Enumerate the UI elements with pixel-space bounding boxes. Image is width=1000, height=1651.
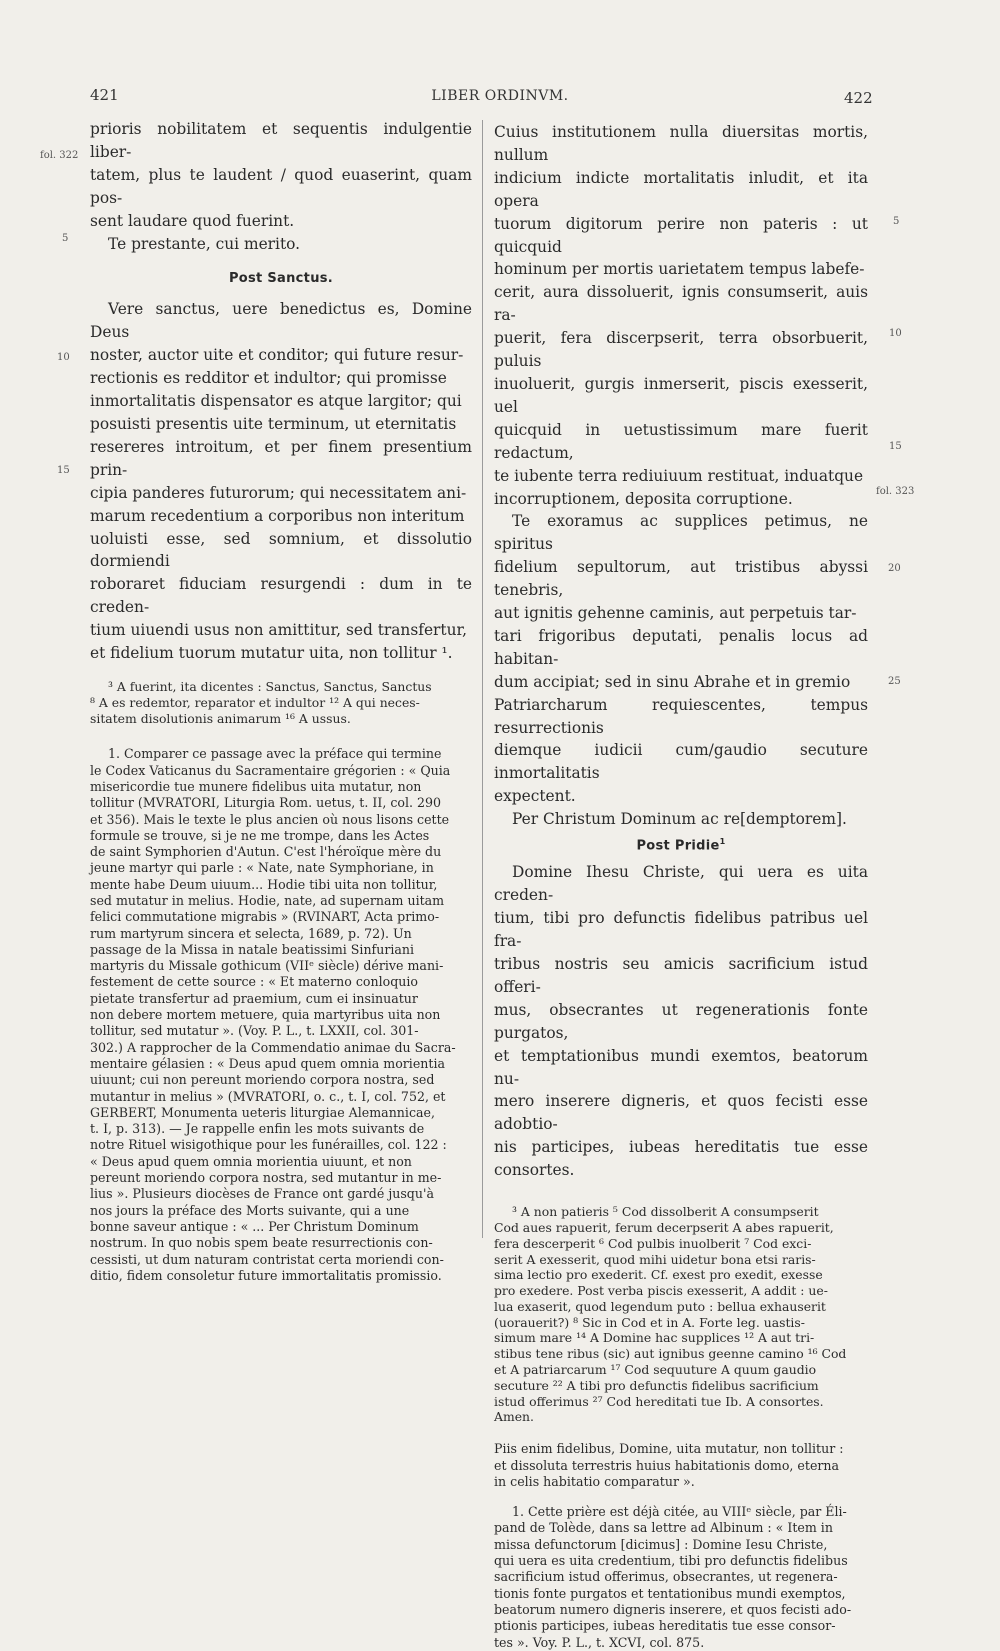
footnote-continuation <box>494 1441 868 1490</box>
variant-line: serit A exesserit, quod mihi uidetur bona etsi raris- <box>494 1251 816 1267</box>
text-line: indicium indicte mortalitatis inludit, et ita opera <box>494 168 868 210</box>
text-line: Te exoramus ac supplices petimus, ne spiritus <box>494 512 868 554</box>
post-pridie-body <box>494 861 868 1182</box>
line-number: 5 <box>62 233 69 244</box>
text-line: resereres introitum, et per finem presentium prin- <box>90 437 472 479</box>
note-line: le Codex Vaticanus du Sacramentaire grégorien : « Quia <box>90 762 451 778</box>
note-line: mutantur in melius » (MVRATORI, o. c., t. I, col. 752, et <box>90 1088 446 1104</box>
page-number-left: 421 <box>90 86 119 104</box>
note-line: ditio, fidem consoletur future immortalitatis promissio. <box>90 1267 442 1283</box>
note-line: pietate transfertur ad praemium, cum ei insinuatur <box>90 990 418 1006</box>
variant-line: ⁸ A es redemtor, reparator et indultor ¹² A qui neces- <box>90 694 420 710</box>
text-line: tatem, plus te laudent / quod euaserint, quam pos- <box>90 165 472 207</box>
note-line: jeune martyr qui parle : « Nate, nate Symphoriane, in <box>90 860 434 876</box>
note-line: ptionis participes, iubeas hereditatis tue esse consor- <box>494 1618 836 1634</box>
text-line: uoluisti esse, sed somnium, et dissolutio dormiendi <box>90 529 472 571</box>
text-line: hominum per mortis uarietatem tempus labefe- <box>494 260 865 279</box>
text-line: prioris nobilitatem et sequentis indulgentie liber- <box>90 120 472 161</box>
note-line: mente habe Deum uiuum... Hodie tibi uita non tollitur, <box>90 876 438 892</box>
variant-line: sitatem disolutionis animarum ¹⁶ A ussus. <box>90 710 351 726</box>
variant-line: istud offerimus ²⁷ Cod hereditati tue Ib. A consortes. <box>494 1393 824 1409</box>
text-line: tari frigoribus deputati, penalis locus ad habitan- <box>494 626 868 668</box>
note-line: t. I, p. 313). — Je rappelle enfin les mots suivants de <box>90 1121 425 1137</box>
note-line: misericordie tue munere fidelibus uita mutatur, non <box>90 778 422 794</box>
text-line: Vere sanctus, uere benedictus es, Domine Deus <box>90 300 472 342</box>
right-body-2 <box>494 510 868 831</box>
note-line: notre Rituel wisigothique pour les funérailles, col. 122 : <box>90 1137 447 1153</box>
note-line: rum martyrum sincera et selecta, 1689, p. 72). Un <box>90 925 412 941</box>
variant-line: stibus tene ribus (sic) aut ignibus geenne camino ¹⁶ Cod <box>494 1346 847 1362</box>
text-line: puerit, fera discerpserit, terra obsorbuerit, puluis <box>494 329 868 371</box>
column-divider <box>482 120 483 1238</box>
footnote-1-right <box>494 1504 868 1651</box>
note-line: martyris du Missale gothicum (VIIᵉ siècle) dérive mani- <box>90 958 444 974</box>
variant-line: Cod aues rapuerit, ferum decerpserit A abes rapuerit, <box>494 1219 834 1235</box>
variant-line: fera descerperit ⁶ Cod pulbis inuolberit ⁷ Cod exci- <box>494 1235 812 1251</box>
variants-apparatus-right <box>494 1204 868 1425</box>
note-line: lius ». Plusieurs diocèses de France ont gardé jusqu'à <box>90 1186 434 1202</box>
note-line: felici commutatione migrabis » (RVINART, Acta primo- <box>90 909 440 925</box>
note-line: Piis enim fidelibus, Domine, uita mutatur, non tollitur : <box>494 1441 844 1457</box>
line-number: 10 <box>57 352 70 363</box>
variant-line: secuture ²² A tibi pro defunctis fidelibus sacrificium <box>494 1377 819 1393</box>
note-line: de saint Symphorien d'Autun. C'est l'héroïque mère du <box>90 844 442 860</box>
text-line: rectionis es redditor et indultor; qui promisse <box>90 369 447 388</box>
variant-line: Amen. <box>494 1409 534 1425</box>
text-line: aut ignitis gehenne caminis, aut perpetuis tar- <box>494 604 857 623</box>
note-line: non debere mortem metuere, quia martyribus uita non <box>90 1007 441 1023</box>
text-line: marum recedentium a corporibus non interitum <box>90 506 465 525</box>
left-intro <box>90 118 472 255</box>
text-line: mus, obsecrantes ut regenerationis fonte purgatos, <box>494 1000 868 1042</box>
page-number-right: 422 <box>844 89 873 107</box>
note-line: 302.) A rapprocher de la Commendatio animae du Sacra- <box>90 1039 456 1055</box>
note-line: tes ». Voy. P. L., t. XCVI, col. 875. <box>494 1634 705 1650</box>
line-number: 15 <box>889 441 902 452</box>
note-line: formule se trouve, si je ne me trompe, dans les Actes <box>90 827 430 843</box>
variant-line: simum mare ¹⁴ A Domine hac supplices ¹² A aut tri- <box>494 1330 815 1346</box>
text-line: inuoluerit, gurgis inmerserit, piscis exesserit, uel <box>494 374 868 416</box>
section-heading-post-sanctus: Post Sanctus. <box>228 271 334 287</box>
folio-marker-right: fol. 323 <box>876 486 915 497</box>
note-line: mentaire gélasien : « Deus apud quem omnia morientia <box>90 1055 445 1071</box>
variant-line: sima lectio pro exederit. Cf. exest pro exedit, exesse <box>494 1267 823 1283</box>
note-line: passage de la Missa in natale beatissimi Sinfuriani <box>90 941 415 957</box>
variants-apparatus-left <box>90 679 472 726</box>
variant-line: ³ A fuerint, ita dicentes : Sanctus, Sanctus, Sanctus <box>108 678 432 694</box>
text-line: cipia panderes futurorum; qui necessitatem ani- <box>90 483 467 502</box>
text-line: inmortalitatis dispensator es atque largitor; qui <box>90 392 462 411</box>
note-line: pereunt moriendo corpora nostra, sed mutantur in me- <box>90 1170 442 1186</box>
text-line: tribus nostris seu amicis sacrificium istud offeri- <box>494 955 868 996</box>
note-line: missa defunctorum [dicimus] : Domine Iesu Christe, <box>494 1536 828 1552</box>
note-line: cessisti, ut dum naturam contristat certa moriendi con- <box>90 1251 444 1267</box>
line-number: 15 <box>57 465 70 476</box>
right-column <box>494 121 868 1651</box>
text-line: sent laudare quod fuerint. <box>90 211 295 230</box>
text-line: posuisti presentis uite terminum, ut eternitatis <box>90 414 457 433</box>
line-number: 20 <box>888 563 901 574</box>
note-line: « Deus apud quem omnia morientia uiuunt, et non <box>90 1153 412 1169</box>
variant-line: (uorauerit?) ⁸ Sic in Cod et in A. Forte leg. uastis- <box>494 1314 805 1330</box>
line-number: 10 <box>889 328 902 339</box>
footnote-mark: 1 <box>719 837 726 847</box>
text-line: quicquid in uetustissimum mare fuerit redactum, <box>494 420 868 462</box>
note-line: tionis fonte purgatos et tentationibus mundi exemptos, <box>494 1585 846 1601</box>
note-line: 1. Cette prière est déjà citée, au VIIIᵉ siècle, par Éli- <box>512 1504 847 1520</box>
running-title: LIBER ORDINVM. <box>431 88 569 104</box>
text-line: dum accipiat; sed in sinu Abrahe et in gremio <box>494 672 851 691</box>
text-line: incorruptionem, deposita corruptione. <box>494 489 793 508</box>
note-line: qui uera es uita credentium, tibi pro defunctis fidelibus <box>494 1553 848 1569</box>
text-line: Patriarcharum requiescentes, tempus resurrectionis <box>494 695 868 737</box>
variant-line: et A patriarcarum ¹⁷ Cod sequuture A quum gaudio <box>494 1362 817 1378</box>
left-column <box>90 118 472 1284</box>
note-line: 1. Comparer ce passage avec la préface qui termine <box>108 746 442 762</box>
variant-line: lua exaserit, quod legendum puto : bellua exhauserit <box>494 1298 826 1314</box>
variant-line: pro exedere. Post verba piscis exesserit, A addit : ue- <box>494 1283 828 1299</box>
text-line: nis participes, iubeas hereditatis tue esse consortes. <box>494 1138 868 1180</box>
note-line: beatorum numero digneris inserere, et quos fecisti ado- <box>494 1601 852 1617</box>
text-line: te iubente terra rediuiuum restituat, induatque <box>494 466 864 485</box>
text-line: et temptationibus mundi exemtos, beatorum nu- <box>494 1046 868 1088</box>
note-line: in celis habitatio comparatur ». <box>494 1473 695 1489</box>
note-line: nos jours la préface des Morts suivante, qui a une <box>90 1202 410 1218</box>
note-line: uiuunt; cui non pereunt moriendo corpora nostra, sed <box>90 1072 435 1088</box>
text-line: diemque iudicii cum/gaudio secuture inmortalitatis <box>494 741 868 783</box>
note-line: et dissoluta terrestris huius habitationis domo, eterna <box>494 1457 840 1473</box>
text-line: et fidelium tuorum mutatur uita, non tollitur ¹. <box>90 644 453 663</box>
note-line: nostrum. In quo nobis spem beate resurrectionis con- <box>90 1235 433 1251</box>
post-sanctus-body <box>90 298 472 665</box>
variant-line: ³ A non patieris ⁵ Cod dissolberit A consumpserit <box>512 1204 819 1220</box>
note-line: et 356). Mais le texte le plus ancien où nous lisons cette <box>90 811 450 827</box>
right-body-1 <box>494 121 868 510</box>
note-line: festement de cette source : « Et materno conloquio <box>90 974 418 990</box>
note-line: tollitur, sed mutatur ». (Voy. P. L., t. LXXII, col. 301- <box>90 1023 419 1039</box>
note-line: sacrificium istud offerimus, obsecrantes, ut regenera- <box>494 1569 838 1585</box>
per-christum-line: Per Christum Dominum ac re[demptorem]. <box>512 810 847 829</box>
text-line: tuorum digitorum perire non pateris : ut quicquid <box>494 214 868 256</box>
note-line: tollitur (MVRATORI, Liturgia Rom. uetus, t. II, col. 290 <box>90 795 442 811</box>
section-heading-post-pridie <box>494 837 868 853</box>
note-line: pand de Tolède, dans sa lettre ad Albinum : « Item in <box>494 1520 833 1536</box>
note-line: bonne saveur antique : « ... Per Christum Dominum <box>90 1218 419 1234</box>
text-line: tium uiuendi usus non amittitur, sed transfertur, <box>90 621 468 640</box>
text-line: tium, tibi pro defunctis fidelibus patribus uel fra- <box>494 909 868 951</box>
footnote-1-left <box>90 746 472 1284</box>
text-line: cerit, aura dissoluerit, ignis consumserit, auis ra- <box>494 283 868 325</box>
text-line: roboraret fiduciam resurgendi : dum in te creden- <box>90 575 472 617</box>
text-line: fidelium sepultorum, aut tristibus abyssi tenebris, <box>494 558 868 600</box>
text-line: Cuius institutionem nulla diuersitas mortis, nullum <box>494 123 868 164</box>
line-number: 25 <box>888 676 901 687</box>
te-prestante-line: Te prestante, cui merito. <box>108 234 301 253</box>
text-line: noster, auctor uite et conditor; qui future resur- <box>90 346 464 365</box>
note-line: sed mutatur in melius. Hodie, nate, ad supernam uitam <box>90 893 445 908</box>
line-number: 5 <box>893 216 900 227</box>
folio-marker-left: fol. 322 <box>40 150 79 161</box>
text-line: mero inserere digneris, et quos fecisti esse adobtio- <box>494 1092 868 1134</box>
text-line: Domine Ihesu Christe, qui uera es uita creden- <box>494 863 868 905</box>
heading-text: Post Pridie <box>636 838 720 854</box>
text-line: expectent. <box>494 787 576 806</box>
note-line: GERBERT, Monumenta ueteris liturgiae Alemannicae, <box>90 1104 435 1120</box>
